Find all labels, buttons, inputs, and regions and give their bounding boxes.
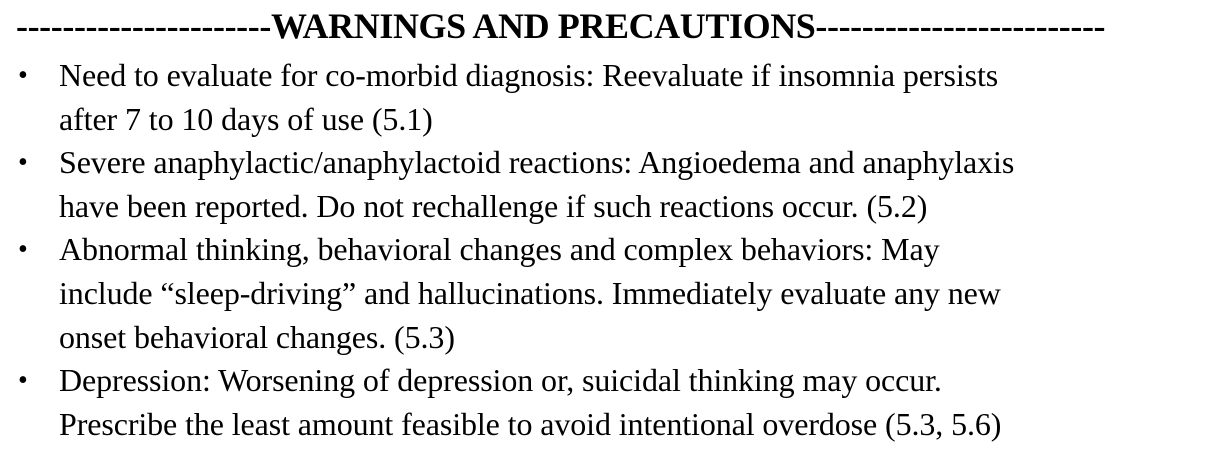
bullet-icon: •: [18, 234, 28, 266]
item-line: onset behavioral changes. (5.3): [59, 318, 455, 355]
list-item: [0, 359, 1206, 446]
item-line: after 7 to 10 days of use (5.1): [59, 100, 433, 137]
list-item: [0, 141, 1206, 228]
bullet-icon: •: [18, 147, 28, 179]
list-item: [0, 54, 1206, 141]
warnings-list: [0, 54, 1206, 446]
section-heading: ----------------------WARNINGS AND PRECAUTIONS-------------------------: [16, 6, 1106, 46]
item-line: Severe anaphylactic/anaphylactoid reactions: Angioedema and anaphylaxis: [59, 144, 1015, 181]
bullet-icon: •: [18, 365, 28, 397]
item-line: Prescribe the least amount feasible to avoid intentional overdose (5.3, 5.6): [59, 405, 1002, 442]
item-line: Need to evaluate for co-morbid diagnosis: Reevaluate if insomnia persists: [59, 57, 999, 93]
item-line: Depression: Worsening of depression or, suicidal thinking may occur.: [59, 362, 942, 399]
list-item: [0, 228, 1206, 359]
item-line: Abnormal thinking, behavioral changes and complex behaviors: May: [59, 231, 940, 268]
item-line: have been reported. Do not rechallenge if such reactions occur. (5.2): [59, 187, 928, 224]
bullet-icon: •: [18, 60, 28, 91]
item-line: include “sleep-driving” and hallucinations. Immediately evaluate any new: [59, 274, 1001, 311]
